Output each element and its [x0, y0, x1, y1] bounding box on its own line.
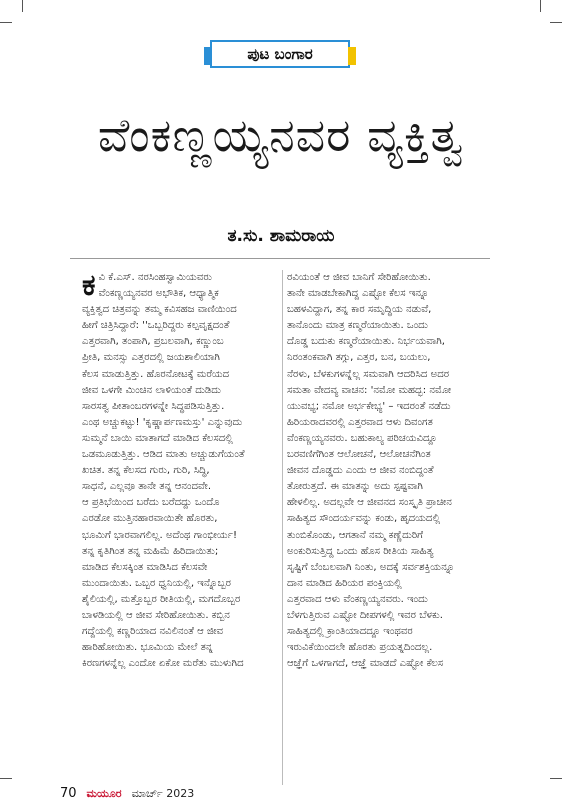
text-line: ವ್ಯಕ್ತಿತ್ವದ ಚಿತ್ರವನ್ನು ತಮ್ಮ ಕವಿಸಹಜ ವಾಣಿಯಿಂದ	[82, 304, 237, 316]
text-line: ಜೀವ ಒಳಗೇ ಮಿಂಚಿನ ಲಾಳಿಯಂತೆ ದುಡಿದು	[82, 384, 222, 396]
text-line: ತಾನೇ ಮಾಡಬೇಕಾಗಿದ್ದ ಎಷ್ಟೋ ಕೆಲಸ ಇನ್ನೂ	[287, 288, 429, 300]
text-line: ತನ್ನ ಕೃತಿಗಿಂತ ತನ್ನ ಮಹಿಮೆ ಹಿರಿದಾಯಿತು;	[82, 545, 219, 557]
text-line: ಸಾಹಿತ್ಯದ ಸೌಂದರ್ಯವನ್ನು ಕಂಡು, ಹೃದಯದಲ್ಲಿ	[287, 513, 441, 525]
text-line: ಹಾರಿಹೋಯಿತು. ಭೂಮಿಯ ಮೇಲೆ ತನ್ನ	[82, 642, 213, 654]
crop-mark	[550, 22, 562, 23]
text-line: ಇರುವಿಕೆಯಿಂದಲೇ ಹೊರತು ಪ್ರಯತ್ನದಿಂದಲ್ಲ.	[287, 642, 433, 654]
text-line: ತುಂಬಿಕೊಂಡು, ಆಗತಾನೆ ನಮ್ಮ ಕಣ್ಣೆದುರಿಗೆ	[287, 529, 424, 541]
text-line: ಬೆಳಗುತ್ತಿರುವ ಎಷ್ಟೋ ದೀಪಗಳಲ್ಲಿ ಇವರ ಬೆಳಕು.	[287, 609, 443, 621]
crop-mark	[0, 778, 12, 779]
article-body	[82, 270, 484, 785]
text-line: ದೊಡ್ಡ ಬದುಕು ಕಣ್ಮರೆಯಾಯಿತು. ನಿರ್ಭಯವಾಗಿ,	[287, 336, 445, 348]
crop-mark	[540, 0, 541, 12]
text-line: ಸುಮ್ಮನೆ ಬಾಯಿ ಮಾತಾಗದೆ ಮಾಡಿದ ಕೆಲಸದಲ್ಲಿ	[82, 432, 233, 444]
text-line: ಆಜ್ಞೆಗೆ ಒಳಗಾಗದೆ, ಆಜ್ಞೆ ಮಾಡದೆ ಎಷ್ಟೋ ಕೆಲಸ	[287, 658, 444, 670]
text-line: ಕಿರಣಗಳನ್ನೆಲ್ಲ ಎಂದೋ ಏಕೋ ಮರೆತು ಮುಳುಗಿದ	[82, 658, 244, 670]
text-line: ಸೃಷ್ಟಿಗೆ ಬೆಂಬಲವಾಗಿ ನಿಂತು, ಅದಕ್ಕೆ ಸರ್ವಶಕ್ತಿಯನ್ನೂ	[287, 561, 455, 573]
text-line: ಮಾಡಿದ ಕೆಲಸಕ್ಕಿಂತ ಮಾಡಿಸಿದ ಕೆಲಸವೇ	[82, 561, 208, 573]
text-line: ತಾನೊಂದು ಮಾತ್ರ ಕಣ್ಮರೆಯಾಯಿತು. ಒಂದು	[287, 320, 428, 332]
text-line: ಎತ್ತರವಾದ ಆಳು ವೆಂಕಣ್ಣಯ್ಯನವರು. ಇಂದು	[287, 593, 428, 605]
text-line: ನಿರಂತಂಕವಾಗಿ ತಗ್ಗು, ಎತ್ತರ, ಬನ, ಬಯಲು,	[287, 352, 431, 364]
text-line: ಸಮತಾ ವೇದವ್ಯ ವಾಚನ: 'ನಮೋ ಮಹದ್ಭ: ನಮೋ	[287, 384, 452, 396]
section-tag-label: ಪುಟ ಬಂಗಾರ	[247, 45, 313, 63]
text-line: ಹೇಳಲಿಲ್ಲ. ಅದಲ್ಲವೇ ಆ ಜೀವನದ ಸಂಸ್ಕೃತಿ ಪ್ರಾಚೀನ	[287, 497, 452, 509]
article-title: ವೆಂಕಣ್ಣಯ್ಯನವರ ವ್ಯಕ್ತಿತ್ವ	[97, 108, 465, 162]
magazine-logo: ಮಯೂರ	[86, 786, 122, 800]
article-author: ತ.ಸು. ಶಾಮರಾಯ	[227, 226, 335, 246]
text-line: ತೋರುತ್ತದೆ. ಈ ಮಾತನ್ನು ಅದು ಸ್ಪಷ್ಟವಾಗಿ	[287, 481, 423, 493]
text-line: ರವಿಯಂತೆ ಆ ಜೀವ ಬಾನಿಗೆ ಸೇರಿಹೋಯಿತು.	[287, 272, 431, 283]
text-line: ಬರವಣಿಗೆಗಿಂತ ಆಲೋಚನೆ, ಆಲೋಚನೆಗಿಂತ	[287, 449, 431, 461]
text-line: ದಾನ ಮಾಡಿದ ಹಿರಿಯರ ಪಂಕ್ತಿಯಲ್ಲಿ	[287, 577, 402, 589]
right-column	[287, 270, 484, 785]
text-line: ಎತ್ತರವಾಗಿ, ತಂಪಾಗಿ, ಪ್ರಬಲವಾಗಿ, ಕಣ್ಣುಂಬ	[82, 336, 224, 348]
issue-date: ಮಾರ್ಚ್ 2023	[131, 786, 195, 800]
text-line: ಯುವಭ್ಯ; ನಮೋ ಅರ್ಭಕೇಭ್ಯ' – ಇದರಂತೆ ನಡೆದು	[287, 400, 451, 412]
text-line: ಸಾಧನೆ, ಎಲ್ಲವೂ ತಾನೇ ತನ್ನ ಆನಂದವೇ.	[82, 481, 212, 493]
text-line: ಎಂಥ ಅಚ್ಚುಕಟ್ಟು! 'ಕೃಷ್ಣಾರ್ಪಣಮಸ್ತು' ಎನ್ನುವುದು	[82, 416, 243, 428]
text-line: ಖಚಿತ. ತನ್ನ ಕೆಲಸದ ಗುರು, ಗುರಿ, ಸಿದ್ಧಿ,	[82, 465, 210, 477]
text-line: ಮುಂದಾಯಿತು. ಒಬ್ಬರ ಧ್ವನಿಯಲ್ಲಿ, ಇನ್ನೊಬ್ಬರ	[82, 577, 231, 589]
title-divider	[70, 258, 490, 259]
text-line: ಎರಡೋ ಮುತ್ತಿನಹಾರವಾಯಿತೇ ಹೊರತು,	[82, 513, 218, 525]
text-line: ಭೂಮಿಗೆ ಭಾರವಾಗಲಿಲ್ಲ. ಅದೆಂಥ ಗಾಂಭೀರ್ಯ!	[82, 529, 237, 541]
page-number: 70	[60, 786, 77, 800]
text-line: ಬಹಳವಿದ್ದಾಗ, ತನ್ನ ಕಾರ ಸಮೃದ್ಧಿಯ ನಡುವೆ,	[287, 304, 432, 316]
text-line: ಸಾರಸತ್ವ ಪೀತಾಂಬರಗಳನ್ನೇ ಸಿದ್ಧಪಡಿಸುತ್ತಿತ್ತು.	[82, 400, 225, 412]
text-line: ಆ ಪ್ರತಿಭೆಯಿಂದ ಬರೆದು ಬರೆದದ್ದು ಒಂದೊ	[82, 497, 220, 509]
text-line: ಜೀವನ ದೊಡ್ಡದು ಎಂದು ಆ ಜೀವ ನಂಬಿದ್ದಂತೆ	[287, 465, 434, 477]
text-line: ವಿ ಕೆ.ಎಸ್. ನರಸಿಂಹಸ್ವಾಮಿಯವರು	[98, 272, 212, 283]
text-line: ಕೆಲಸ ಮಾಡುತ್ತಿತ್ತು. ಹೊರನೋಟಕ್ಕೆ ಮರೆಯದ	[82, 368, 230, 380]
text-line: ವೆಂಕಣ್ಣಯ್ಯನವರು. ಬಹುಕಾಲ್ಯ ಪರಿಚಯವಿದ್ದೂ	[287, 432, 437, 444]
text-line: ಸಾಹಿತ್ಯದಲ್ಲಿ ಕ್ರಾಂತಿಯಾದದ್ದೂ ಇಂಥವರ	[287, 626, 413, 638]
text-line: ವೆಂಕಣ್ಣಯ್ಯನವರ ಅಭೌತಿಕ, ಆಧ್ಯಾತ್ಮಿಕ	[98, 288, 219, 300]
crop-mark	[22, 0, 23, 12]
section-tag	[210, 40, 350, 68]
page-footer	[60, 786, 194, 800]
text-line: ನೆರಳು, ಬೆಳಕುಗಳನ್ನೆಲ್ಲ ಸಮವಾಗಿ ಆದರಿಸಿದ ಅದರ	[287, 368, 450, 380]
text-line: ಗದ್ದೆಯಲ್ಲಿ ಕಣ್ಣರಿಯಾದ ನವಿಲಿನಂತೆ ಆ ಜೀವ	[82, 626, 224, 638]
text-line: ಹಿರಿಯರಾದವರಲ್ಲಿ ಎತ್ತರವಾದ ಆಳು ದಿವಂಗತ	[287, 416, 433, 428]
crop-mark	[0, 22, 12, 23]
text-line: ಹೀಗೆ ಚಿತ್ರಿಸಿದ್ದಾರೆ: ''ಒಬ್ಬರಿದ್ದರು ಕಲ್ಪವೃಕ್ಷದಂತೆ	[82, 320, 230, 332]
text-line: ಒಡಮೂಡುತ್ತಿತ್ತು. ಆಡಿದ ಮಾತು ಅಚ್ಚುಡುಗೆಯಂತೆ	[82, 449, 245, 461]
text-line: ಶೈಲಿಯಲ್ಲಿ, ಮತ್ತೊಬ್ಬರ ರೀತಿಯಲ್ಲಿ, ಮಗದೊಬ್ಬರ	[82, 593, 241, 605]
text-line: ಅಂಕುರಿಸುತ್ತಿದ್ದ ಒಂದು ಹೊಸ ರೀತಿಯ ಸಾಹಿತ್ಯ	[287, 545, 434, 557]
drop-cap: ಕ	[82, 270, 96, 303]
left-column	[82, 270, 279, 785]
crop-mark	[550, 778, 562, 779]
text-line: ಪ್ರೀತಿ, ಮನಸ್ಸು ಎತ್ತರದಲ್ಲಿ ಜಯಶಾಲಿಯಾಗಿ	[82, 352, 220, 364]
text-line: ಬಾಳಡಿಯಲ್ಲಿ ಆ ಜೀವ ಸೇರಿಹೋಯಿತು. ಕಬ್ಬಿನ	[82, 609, 230, 621]
